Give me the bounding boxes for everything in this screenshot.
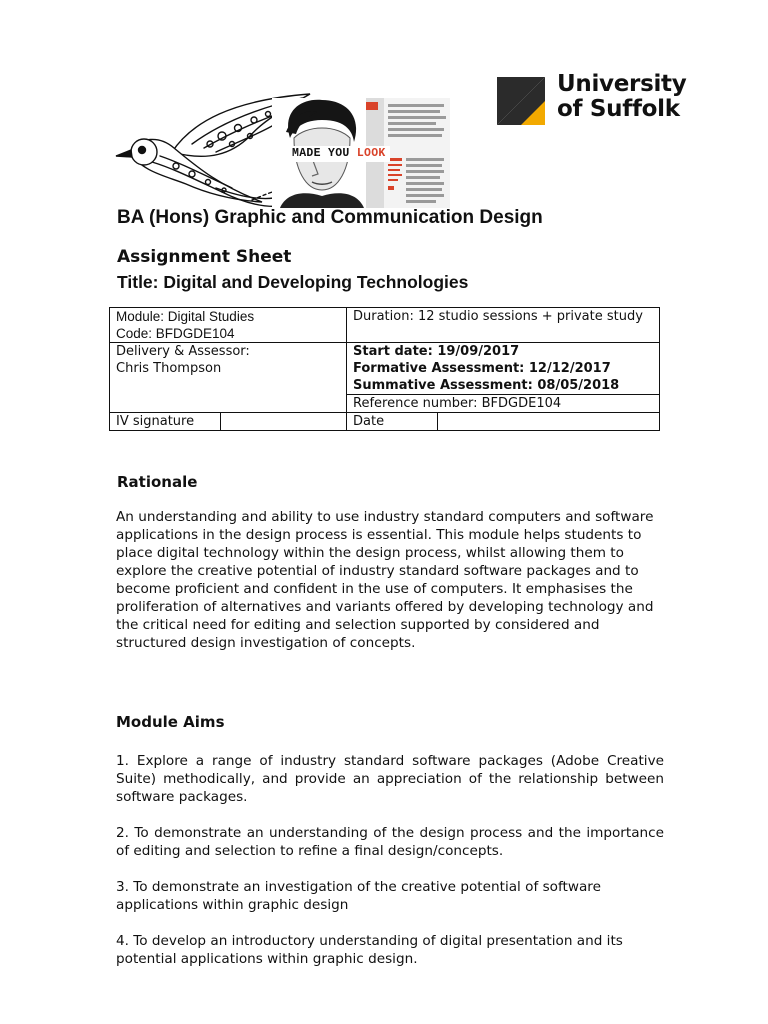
delivery-label: Delivery & Assessor: xyxy=(116,344,250,359)
reference-number: Reference number: BFDGDE104 xyxy=(347,395,660,413)
course-title: BA (Hons) Graphic and Communication Design xyxy=(117,207,543,228)
date-label: Date xyxy=(347,413,438,430)
aim-item-1: 1. Explore a range of industry standard software packages (Adobe Creative Suite) methodically, and provide an appreciation of the relationship between software packages. xyxy=(116,753,664,805)
poster-caption xyxy=(288,146,390,162)
duration-cell: Duration: 12 studio sessions + private study xyxy=(347,308,660,343)
iv-signature-label: IV signature xyxy=(110,413,221,430)
date-cell xyxy=(347,413,660,431)
table-row xyxy=(110,413,660,431)
module-cell xyxy=(110,308,347,343)
caption-highlight: LOOK xyxy=(356,147,386,160)
module-aims-heading: Module Aims xyxy=(116,713,225,731)
summative-assessment: Summative Assessment: 08/05/2018 xyxy=(353,378,620,393)
formative-assessment: Formative Assessment: 12/12/2017 xyxy=(353,361,611,376)
module-code: Code: BFDGDE104 xyxy=(116,326,235,341)
assignment-info-table xyxy=(109,307,660,431)
aim-item-2: 2. To demonstrate an understanding of the design process and the importance of editing and selection to refine a final design/concepts. xyxy=(116,825,664,859)
iv-signature-cell xyxy=(110,413,347,431)
university-logo-text xyxy=(557,72,686,122)
rationale-body: An understanding and ability to use industry standard computers and software applications in the design process is essential. This module helps students to place digital technology within the design process, whilst allowing them to explore the creative potential of industry standard software packages and to become proficient and confident in the use of computers. It emphasises the proliferation of alternatives and variants offered by developing technology and the critical need for editing and selection supported by considered and structured design investigation of concepts. xyxy=(116,509,654,651)
delivery-cell xyxy=(110,343,347,413)
start-date: Start date: 19/09/2017 xyxy=(353,344,520,359)
assessor-name: Chris Thompson xyxy=(116,361,222,376)
logo-line-1: University xyxy=(557,71,687,97)
university-logo-icon xyxy=(497,77,545,125)
aim-item-4: 4. To develop an introductory understanding of digital presentation and its potential applications within graphic design. xyxy=(116,933,623,967)
caption-text: MADE YOU xyxy=(292,147,357,160)
table-row xyxy=(110,308,660,343)
module-name: Module: Digital Studies xyxy=(116,309,255,324)
table-row xyxy=(110,343,660,395)
rationale-heading: Rationale xyxy=(117,473,198,491)
document-title: Title: Digital and Developing Technologies xyxy=(117,272,469,292)
dates-cell xyxy=(347,343,660,395)
logo-line-2: of Suffolk xyxy=(557,96,680,122)
aim-item-3: 3. To demonstrate an investigation of the creative potential of software applications within graphic design xyxy=(116,879,601,913)
document-type: Assignment Sheet xyxy=(117,247,292,267)
